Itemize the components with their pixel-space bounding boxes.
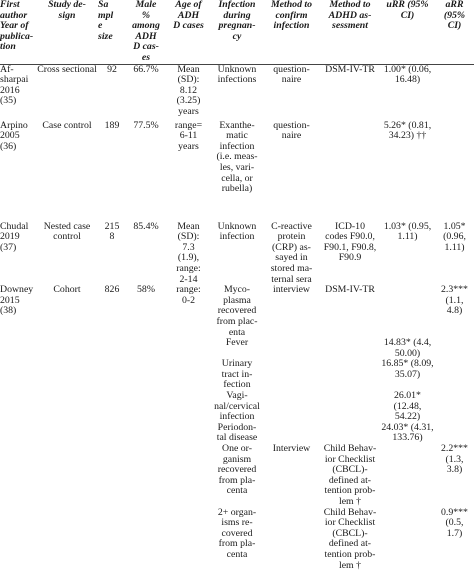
arr-cell: [435, 64, 474, 121]
cell-line: tion: [0, 41, 16, 53]
cell-line: from pla-: [218, 474, 256, 486]
cell-line: pregnan-: [218, 20, 256, 32]
urr-cell: [380, 444, 435, 508]
confirm-cell: [263, 359, 320, 391]
cell-line: protein: [277, 231, 306, 243]
cell-line: (SD):: [177, 74, 200, 86]
cell-line: 1.11): [397, 231, 418, 243]
confirm-cell: [263, 423, 320, 444]
cell-line: C-reactive: [271, 220, 312, 232]
infection-cell: [211, 222, 263, 286]
cell-line: during: [223, 9, 251, 21]
table-subrow: [0, 391, 474, 423]
design-cell: [36, 222, 98, 286]
size-cell: [98, 64, 126, 121]
infection-cell: [211, 444, 263, 508]
cell-line: 2.3*** (1.1,: [441, 284, 468, 306]
cell-line: enta: [228, 326, 246, 338]
table-subrow: [0, 338, 474, 359]
design-cell: [36, 121, 98, 222]
cell-line: (36): [0, 140, 17, 152]
cell-line: 58%: [137, 284, 155, 296]
cell-line: Age of: [175, 0, 202, 10]
cell-line: isms re-: [221, 517, 253, 529]
cell-line: Chudal: [0, 220, 29, 232]
cell-line: %: [141, 9, 151, 21]
cell-line: Urinary: [221, 358, 253, 370]
cell-line: 34.23) ††: [388, 130, 427, 142]
arr-cell: [435, 338, 474, 359]
cell-line: ior Checklist: [324, 517, 376, 529]
cell-line: 2+ organ-: [217, 506, 257, 518]
cell-line: recovered: [217, 464, 257, 476]
header-study-design: [36, 0, 98, 64]
cell-line: 1.03* (0.95,: [383, 220, 432, 232]
cell-line: Study de-: [48, 0, 86, 10]
cell-line: infections: [217, 74, 257, 86]
cell-line: CI): [447, 20, 462, 32]
cell-line: Periodon-: [217, 421, 257, 433]
cell-line: 1.05* (0.96,: [443, 220, 466, 243]
cell-line: infection: [219, 411, 255, 423]
arr-cell: [435, 423, 474, 444]
cell-line: F90.9: [338, 252, 362, 264]
cell-line: sessment: [332, 20, 368, 32]
author-cell: [0, 285, 36, 338]
cell-line: lem †: [338, 559, 362, 571]
cell-line: sayed in: [275, 252, 308, 264]
author-cell: [0, 64, 36, 121]
table-subrow: [0, 359, 474, 391]
cell-line: Interview: [272, 443, 311, 455]
assess-cell: [320, 121, 380, 222]
confirm-cell: [263, 121, 320, 222]
cell-line: 5.26* (0.81,: [383, 119, 432, 131]
cell-line: Cohort: [53, 284, 81, 296]
cell-line: control: [53, 231, 81, 243]
cell-line: Male: [135, 0, 157, 10]
cell-line: e: [98, 20, 103, 32]
cell-line: codes F90.0,: [325, 231, 375, 243]
urr-cell: [380, 391, 435, 423]
cell-line: Case control: [42, 119, 92, 131]
table-row: [0, 222, 474, 286]
cell-line: defined at-: [328, 474, 372, 486]
arr-cell: [435, 391, 474, 423]
design-cell: [36, 285, 98, 338]
cell-line: (i.e. meas-: [216, 151, 258, 163]
cell-line: Nested case: [43, 220, 91, 232]
cell-line: Exanthe-: [219, 119, 255, 131]
cell-line: centa: [226, 548, 248, 560]
cell-line: question-: [273, 119, 310, 131]
cell-line: rubella): [221, 183, 253, 195]
infection-cell: [211, 391, 263, 423]
cell-line: Method to: [270, 0, 313, 10]
header-sample-size: [98, 0, 126, 64]
cell-line: matic: [226, 130, 248, 142]
cell-line: 92: [107, 63, 117, 75]
cell-line: nal/cervical: [214, 400, 260, 412]
cell-line: 3.8): [446, 464, 463, 476]
cell-line: years: [178, 140, 199, 152]
cell-line: 77.5%: [133, 119, 159, 131]
cell-line: ADH: [135, 30, 157, 42]
cell-line: lem †: [338, 496, 362, 507]
urr-cell: [380, 285, 435, 338]
cell-line: ternal sera: [271, 273, 312, 285]
cell-line: Child Behav-: [323, 506, 377, 518]
cell-line: 6-11: [179, 130, 198, 142]
size-cell: [98, 222, 126, 286]
assess-cell: [320, 285, 380, 338]
cell-line: Arpino: [0, 119, 28, 131]
arr-cell: [435, 121, 474, 222]
assess-cell: [320, 64, 380, 121]
cell-line: Mean: [177, 220, 200, 232]
cell-line: 189: [104, 119, 120, 131]
cell-line: size: [98, 30, 113, 42]
arr-cell: [435, 444, 474, 508]
arr-cell: [435, 508, 474, 571]
cell-line: from plac-: [216, 315, 258, 327]
cell-line: ADH: [177, 9, 200, 21]
cell-line: 0.9*** (0.5,: [441, 506, 468, 529]
cell-line: Vagi-: [226, 390, 248, 402]
cell-line: (3.25): [176, 95, 201, 107]
cell-line: 85.4%: [133, 220, 159, 232]
cell-line: covered: [221, 527, 253, 539]
cell-line: infection: [219, 140, 255, 152]
cell-line: (37): [0, 241, 17, 253]
cell-line: confirm: [275, 9, 308, 21]
header-urr: [380, 0, 435, 64]
cell-line: CI): [400, 9, 415, 21]
cell-line: Unknown: [217, 220, 257, 232]
cell-line: Year of: [0, 20, 29, 32]
cell-line: 2.2*** (1.3,: [441, 443, 468, 465]
male-cell: [126, 64, 166, 121]
male-cell: [126, 121, 166, 222]
cell-line: range:: [176, 262, 201, 274]
cell-line: Cross sectional: [37, 63, 97, 75]
assess-cell: [320, 338, 380, 359]
cell-line: plasma: [223, 294, 251, 306]
cell-line: Child Behav-: [323, 443, 377, 455]
cell-line: 826: [104, 284, 120, 296]
header-assessment-method: [320, 0, 380, 64]
table-subrow: [0, 423, 474, 444]
cell-line: tract in-: [221, 368, 253, 380]
cell-line: fection: [223, 379, 251, 391]
cell-line: range=: [174, 119, 203, 131]
cell-line: es: [141, 51, 151, 63]
table-row: [0, 121, 474, 222]
cell-line: 2-14: [179, 273, 198, 285]
cell-line: (38): [0, 305, 17, 317]
header-author: [0, 0, 36, 64]
cell-line: infection: [273, 20, 310, 32]
author-cell: [0, 121, 36, 222]
cell-line: (CBCL)-: [332, 527, 368, 539]
confirm-cell: [263, 64, 320, 121]
confirm-cell: [263, 222, 320, 286]
cell-line: stored ma-: [270, 262, 313, 274]
cell-line: Myco-: [223, 284, 251, 296]
cell-line: (CRP) as-: [272, 241, 311, 253]
cell-line: author: [0, 9, 28, 21]
cell-line: 2016: [0, 84, 20, 96]
cell-line: question-: [273, 63, 310, 75]
cell-line: years: [178, 105, 199, 117]
cell-line: Af-: [0, 63, 14, 75]
cell-line: naire: [281, 74, 302, 86]
urr-cell: [380, 423, 435, 444]
cell-line: D cases: [173, 20, 204, 32]
arr-cell: [435, 359, 474, 391]
urr-cell: [380, 222, 435, 286]
cell-line: aRR (95%: [443, 0, 466, 21]
cell-line: D cas-: [133, 41, 159, 53]
cell-line: Sa: [98, 0, 109, 10]
cell-line: sign: [58, 9, 76, 21]
size-cell: [98, 285, 126, 338]
infection-cell: [211, 285, 263, 338]
table-subrow: [0, 444, 474, 508]
assess-cell: [320, 391, 380, 423]
author-cell: [0, 222, 36, 286]
assess-cell: [320, 423, 380, 444]
cell-line: from pla-: [218, 538, 256, 550]
cell-line: 50.00): [394, 347, 421, 359]
cell-line: One or-: [222, 443, 252, 455]
assess-cell: [320, 508, 380, 571]
cell-line: 8: [109, 231, 115, 243]
cell-line: 16.48): [394, 74, 421, 86]
infection-cell: [211, 338, 263, 359]
cell-line: tal disease: [216, 432, 258, 444]
urr-cell: [380, 508, 435, 571]
cell-line: tention prob-: [324, 548, 376, 560]
cell-line: 35.07): [394, 368, 421, 380]
cell-line: 26.01* (12.48,: [393, 390, 422, 412]
cell-line: (SD):: [177, 231, 200, 243]
table-row: [0, 64, 474, 121]
cell-line: sharpai: [0, 74, 29, 86]
cell-line: 24.03* (4.31,: [381, 421, 434, 433]
cell-line: recovered: [217, 305, 257, 317]
header-confirm-method: [263, 0, 320, 64]
age-cell: [166, 222, 211, 286]
assess-cell: [320, 222, 380, 286]
cell-line: (1.9),: [177, 252, 200, 264]
cell-line: cella, or: [221, 172, 253, 184]
cell-line: F90.1, F90.8,: [323, 241, 377, 253]
infection-cell: [211, 423, 263, 444]
cell-line: infection: [219, 231, 255, 243]
urr-cell: [380, 359, 435, 391]
infection-cell: [211, 508, 263, 571]
header-age: [166, 0, 211, 64]
urr-cell: [380, 338, 435, 359]
cell-line: Unknown: [217, 63, 257, 75]
cell-line: ior Checklist: [324, 453, 376, 465]
cell-line: 2019: [0, 231, 20, 243]
cell-line: 8.12: [179, 84, 198, 96]
assess-cell: [320, 359, 380, 391]
cell-line: 16.85* (8.09,: [381, 358, 434, 370]
cell-line: ADHD as-: [328, 9, 372, 21]
cell-line: 2015: [0, 294, 20, 306]
cell-line: uRR (95%: [386, 0, 429, 10]
header-male-percent: [126, 0, 166, 64]
cell-line: DSM-IV-TR: [325, 284, 375, 296]
cell-line: 4.8): [446, 305, 463, 317]
cell-line: 0-2: [181, 294, 196, 306]
cell-line: 1.00* (0.06,: [383, 63, 432, 75]
cell-line: tention prob-: [324, 485, 376, 497]
cell-line: DSM-IV-TR: [325, 63, 375, 75]
age-cell: [166, 285, 211, 338]
cell-line: ICD-10: [335, 220, 365, 232]
cell-line: naire: [281, 130, 302, 142]
cell-line: Infection: [218, 0, 256, 10]
cell-line: among: [132, 20, 160, 32]
cell-line: mpl: [98, 9, 114, 21]
table-header-row: [0, 0, 474, 64]
cell-line: 66.7%: [133, 63, 159, 75]
infection-cell: [211, 64, 263, 121]
cell-line: Fever: [225, 337, 249, 349]
cell-line: (35): [0, 95, 17, 107]
table-subrow: [0, 508, 474, 571]
cell-line: 1.11): [444, 241, 465, 253]
confirm-cell: [263, 508, 320, 571]
cell-line: 54.22): [394, 411, 421, 423]
cell-line: 215: [104, 220, 120, 232]
cell-line: defined at-: [328, 538, 372, 550]
infection-cell: [211, 121, 263, 222]
cell-line: (CBCL)-: [332, 464, 368, 476]
table-row: [0, 285, 474, 338]
cell-line: Method to: [329, 0, 371, 10]
cell-line: publica-: [0, 30, 34, 42]
cell-line: les, vari-: [219, 161, 255, 173]
assess-cell: [320, 444, 380, 508]
size-cell: [98, 121, 126, 222]
cell-line: interview: [273, 284, 310, 296]
cell-line: range:: [176, 284, 201, 296]
confirm-cell: [263, 444, 320, 508]
urr-cell: [380, 121, 435, 222]
urr-cell: [380, 64, 435, 121]
arr-cell: [435, 222, 474, 286]
cell-line: First: [0, 0, 20, 10]
age-cell: [166, 64, 211, 121]
confirm-cell: [263, 285, 320, 338]
cell-line: 2005: [0, 130, 20, 142]
age-cell: [166, 121, 211, 222]
cell-line: Downey: [0, 284, 34, 296]
header-arr: [435, 0, 474, 64]
confirm-cell: [263, 391, 320, 423]
design-cell: [36, 64, 98, 121]
cell-line: 1.7): [446, 527, 463, 539]
confirm-cell: [263, 338, 320, 359]
header-infection: [211, 0, 263, 64]
cell-line: 133.76): [392, 432, 423, 444]
cell-line: ganism: [222, 453, 252, 465]
cell-line: 7.3: [182, 241, 195, 253]
cell-line: Mean: [177, 63, 200, 75]
infection-cell: [211, 359, 263, 391]
cell-line: cy: [232, 30, 242, 42]
cell-line: centa: [226, 485, 248, 497]
arr-cell: [435, 285, 474, 338]
male-cell: [126, 285, 166, 338]
cell-line: 14.83* (4.4,: [383, 337, 432, 349]
male-cell: [126, 222, 166, 286]
